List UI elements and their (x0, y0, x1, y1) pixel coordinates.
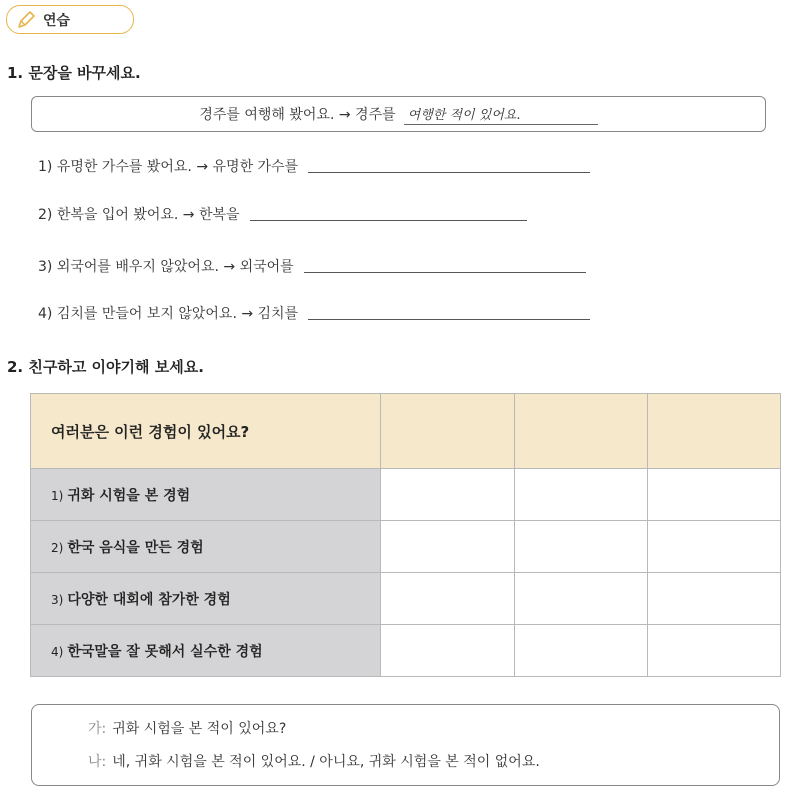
header-cell (515, 394, 648, 469)
exercise-1 (38, 156, 590, 176)
exercise-3 (38, 256, 586, 276)
row-number: 3) (51, 592, 64, 607)
speaker-label: 나: (88, 754, 107, 770)
dialogue-line-b (88, 751, 540, 771)
speaker-label: 가: (88, 721, 107, 737)
answer-blank[interactable] (308, 172, 590, 173)
dialogue-box (31, 704, 780, 786)
answer-cell[interactable] (648, 521, 781, 573)
exercise-4 (38, 303, 590, 323)
table-row (31, 469, 781, 521)
answer-cell[interactable] (648, 573, 781, 625)
answer-cell[interactable] (381, 573, 515, 625)
section-2-heading: 2. 친구하고 이야기해 보세요. (7, 358, 204, 376)
answer-cell[interactable] (648, 469, 781, 521)
exercise-text: 1) 유명한 가수를 봤어요. → 유명한 가수를 (38, 159, 299, 175)
row-question (31, 573, 381, 625)
answer-cell[interactable] (381, 521, 515, 573)
header-cell (381, 394, 515, 469)
answer-blank[interactable] (304, 272, 586, 273)
table-row (31, 573, 781, 625)
answer-cell[interactable] (381, 625, 515, 677)
answer-blank[interactable] (250, 220, 527, 221)
answer-blank[interactable] (308, 319, 590, 320)
row-number: 4) (51, 644, 64, 659)
dialogue-line-a (88, 718, 286, 738)
badge-label: 연습 (43, 12, 71, 29)
row-number: 2) (51, 540, 64, 555)
answer-cell[interactable] (515, 469, 648, 521)
answer-cell[interactable] (515, 573, 648, 625)
example-text: 경주를 여행해 봤어요. → 경주를 (199, 107, 396, 123)
row-number: 1) (51, 488, 64, 503)
experience-table (30, 393, 781, 677)
header-cell (648, 394, 781, 469)
answer-cell[interactable] (648, 625, 781, 677)
row-question (31, 469, 381, 521)
section-1-heading: 1. 문장을 바꾸세요. (7, 64, 141, 82)
row-text: 한국말을 잘 못해서 실수한 경험 (67, 643, 263, 660)
table-row (31, 521, 781, 573)
row-question (31, 625, 381, 677)
example-box (31, 96, 766, 132)
answer-cell[interactable] (515, 625, 648, 677)
exercise-text: 3) 외국어를 배우지 않았어요. → 외국어를 (38, 259, 294, 275)
row-question (31, 521, 381, 573)
table-header-row (31, 394, 781, 469)
answer-cell[interactable] (381, 469, 515, 521)
row-text: 한국 음식을 만든 경험 (67, 539, 204, 556)
example-answer: 여행한 적이 있어요. (404, 104, 598, 125)
practice-badge (6, 5, 134, 34)
pencil-icon (15, 9, 37, 31)
row-text: 다양한 대회에 참가한 경험 (67, 591, 231, 608)
table-row (31, 625, 781, 677)
table-header: 여러분은 이런 경험이 있어요? (31, 394, 381, 469)
exercise-text: 2) 한복을 입어 봤어요. → 한복을 (38, 207, 240, 223)
exercise-2 (38, 204, 527, 224)
exercise-text: 4) 김치를 만들어 보지 않았어요. → 김치를 (38, 306, 299, 322)
row-text: 귀화 시험을 본 경험 (67, 487, 191, 504)
answer-cell[interactable] (515, 521, 648, 573)
dialogue-text: 네, 귀화 시험을 본 적이 있어요. / 아니요, 귀화 시험을 본 적이 없어요. (112, 754, 540, 770)
dialogue-text: 귀화 시험을 본 적이 있어요? (112, 721, 287, 737)
